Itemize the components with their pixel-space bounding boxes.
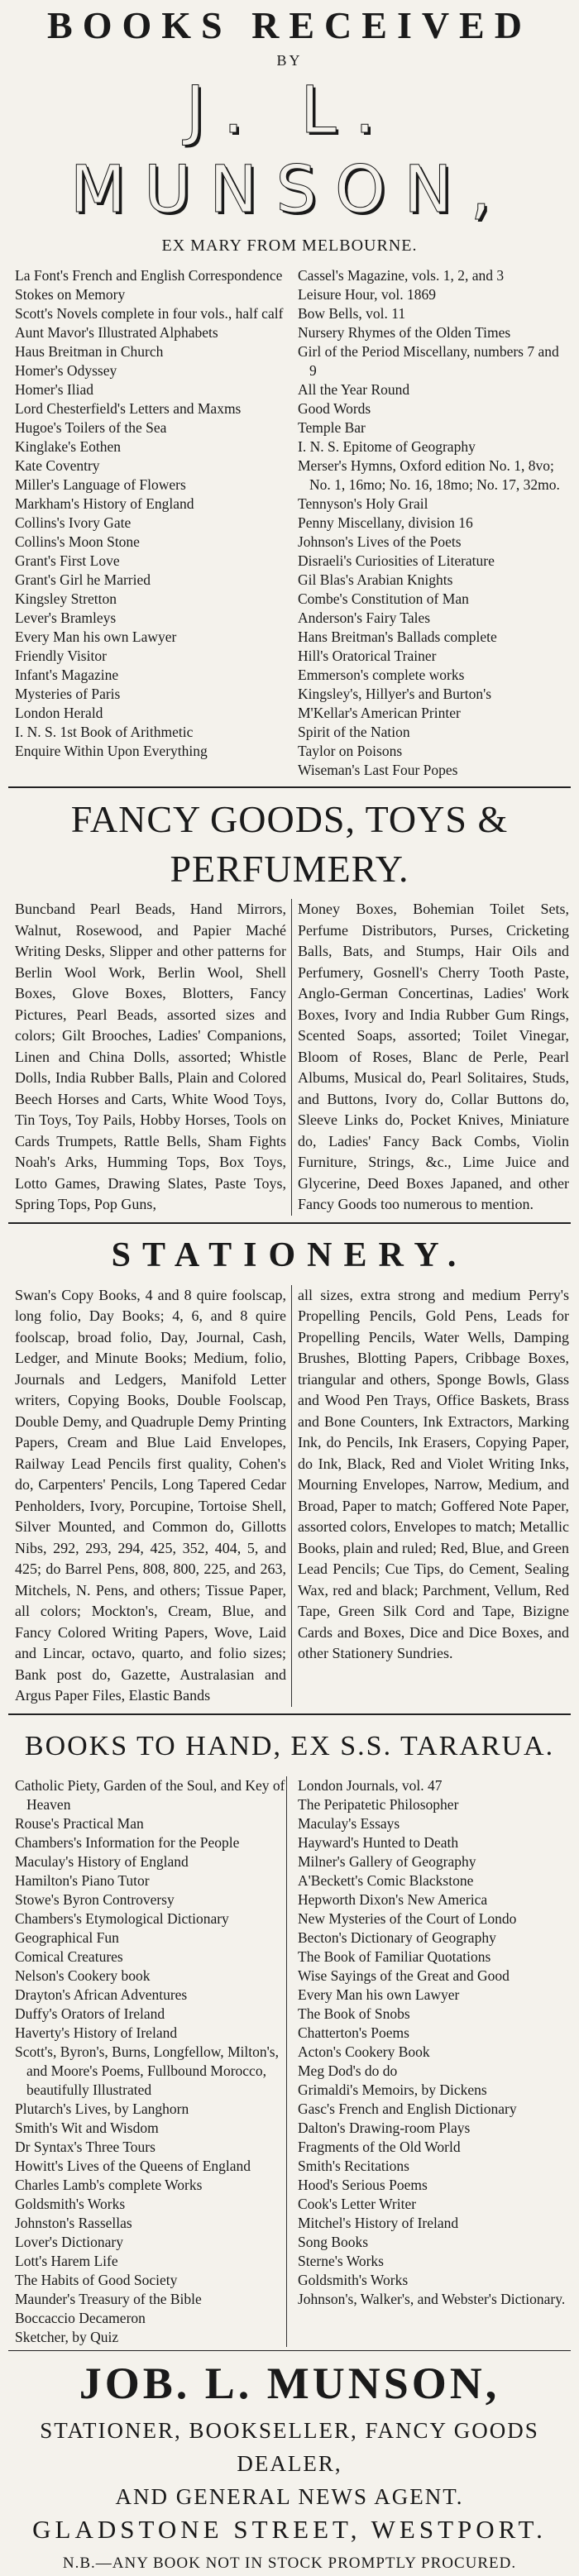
list-item: Hood's Serious Poems — [298, 2176, 428, 2193]
list-item: Sketcher, by Quiz — [15, 2328, 119, 2345]
list-item: Hugoe's Toilers of the Sea — [15, 419, 167, 436]
list-item: Emmerson's complete works — [298, 667, 465, 683]
list-item: London Herald — [15, 705, 103, 721]
list-item: New Mysteries of the Court of Londo — [298, 1909, 517, 1927]
list-item: The Peripatetic Philosopher — [298, 1795, 459, 1813]
footer-agent-line: AND GENERAL NEWS AGENT. — [115, 2483, 464, 2509]
list-item: La Font's French and English Correspondence — [15, 267, 283, 284]
list-item: Hamilton's Piano Tutor — [15, 1871, 150, 1889]
list-item: Enquire Within Upon Everything — [15, 743, 208, 759]
list-item: Comical Creatures — [15, 1948, 123, 1965]
list-item: Dalton's Drawing-room Plays — [298, 2119, 471, 2136]
list-item: Goldsmith's Works — [298, 2271, 409, 2288]
list-item: Aunt Mavor's Illustrated Alphabets — [15, 324, 218, 341]
list-item: Maculay's History of England — [15, 1852, 189, 1870]
list-item: Bow Bells, vol. 11 — [298, 305, 406, 322]
list-item: Charles Lamb's complete Works — [15, 2176, 203, 2193]
list-item: All the Year Round — [298, 381, 410, 398]
list-item: Howitt's Lives of the Queens of England — [15, 2157, 251, 2174]
list-item: The Book of Snobs — [298, 2005, 410, 2022]
list-item: Grimaldi's Memoirs, by Dickens — [298, 2081, 487, 2098]
list-item: Haus Breitman in Church — [15, 343, 164, 360]
footer-trade-line: STATIONER, BOOKSELLER, FANCY GOODS DEALER, — [40, 2417, 539, 2476]
list-item: Hayward's Hunted to Death — [298, 1833, 459, 1851]
list-item: Temple Bar — [298, 419, 366, 436]
list-item: I. N. S. 1st Book of Arithmetic — [15, 724, 194, 740]
list-item: Wise Sayings of the Great and Good — [298, 1967, 510, 1984]
list-item: Combe's Constitution of Man — [298, 590, 469, 607]
list-item: The Habits of Good Society — [15, 2271, 178, 2288]
list-item: Johnson's, Walker's, and Webster's Dictionary. — [298, 2290, 566, 2307]
list-item: Markham's History of England — [15, 495, 194, 512]
merchant-name: J. L. MUNSON, — [69, 74, 510, 227]
divider — [8, 2350, 571, 2351]
list-item: Boccaccio Decameron — [15, 2309, 146, 2326]
list-item: Dr Syntax's Three Tours — [15, 2138, 156, 2155]
tararua-right-list — [298, 1776, 569, 2347]
list-item: Cook's Letter Writer — [298, 2195, 417, 2212]
list-item: Disraeli's Curiosities of Literature — [298, 552, 495, 569]
list-item: Kinglake's Eothen — [15, 438, 122, 455]
list-item: Milner's Gallery of Geography — [298, 1852, 476, 1870]
footer-address: GLADSTONE STREET, WESTPORT. — [32, 2514, 547, 2544]
list-item: Homer's Odyssey — [15, 362, 117, 379]
list-item: Cassel's Magazine, vols. 1, 2, and 3 — [298, 267, 505, 284]
list-item: Rouse's Practical Man — [15, 1814, 144, 1832]
list-item: Maculay's Essays — [298, 1814, 400, 1832]
list-item: Miller's Language of Flowers — [15, 476, 186, 493]
list-item: The Book of Familiar Quotations — [298, 1948, 491, 1965]
list-item: Song Books — [298, 2233, 369, 2250]
list-item: Tennyson's Holy Grail — [298, 495, 428, 512]
list-item: Collins's Ivory Gate — [15, 514, 132, 531]
list-item: Haverty's History of Ireland — [15, 2024, 178, 2041]
footer-note: N.B.—ANY BOOK NOT IN STOCK PROMPTLY PROCURED. — [62, 2554, 517, 2572]
fancy-goods-right-text: Money Boxes, Bohemian Toilet Sets, Perfume Distributors, Purses, Cricketing Balls, Bats, and Stumps, Hair Oils and Perfumery, Gosnell's Cherry Tooth Paste, Anglo-German Concertinas, Ladies' Work Boxes, Ivory and India Rubber Gum Rings, Scented Soaps, assorted; Toilet Vinegar, Bloom of Roses, Blanc de Perle, Pearl Albums, Musical do, Pearl Solitaires, Studs, and Buttons, Ivory do, Collar Buttons do, Sleeve Links do, Pocket Knives, Miniature do, Ladies' Fancy Back Combs, Violin Furniture, Strings, &c., Lime Juice and Glycerine, Deed Boxes Japaned, and other Fancy Goods too numerous to mention. — [298, 901, 569, 1212]
list-item: Friendly Visitor — [15, 648, 107, 664]
list-item: Every Man his own Lawyer — [298, 1986, 460, 2003]
list-item: Mysteries of Paris — [15, 686, 121, 702]
list-item: Spirit of the Nation — [298, 724, 410, 740]
list-item: Lott's Harem Life — [15, 2252, 118, 2269]
list-item: Anderson's Fairy Tales — [298, 609, 431, 626]
list-item: Collins's Moon Stone — [15, 533, 140, 550]
list-item: Hepworth Dixon's New America — [298, 1890, 488, 1908]
received-columns — [0, 266, 579, 780]
list-item: Lever's Bramleys — [15, 609, 117, 626]
list-item: Leisure Hour, vol. 1869 — [298, 286, 436, 303]
list-item: Johnson's Lives of the Poets — [298, 533, 462, 550]
list-item: Penny Miscellany, division 16 — [298, 514, 473, 531]
list-item: Taylor on Poisons — [298, 743, 403, 759]
list-item: Every Man his own Lawyer — [15, 628, 177, 645]
list-item: Sterne's Works — [298, 2252, 384, 2269]
divider — [8, 1222, 571, 1224]
list-item: Goldsmith's Works — [15, 2195, 126, 2212]
list-item: Smith's Recitations — [298, 2157, 409, 2174]
list-item: Hans Breitman's Ballads complete — [298, 628, 497, 645]
list-item: Becton's Dictionary of Geography — [298, 1928, 496, 1946]
divider — [8, 1713, 571, 1715]
footer-merchant-name: JOB. L. MUNSON, — [79, 2358, 500, 2408]
list-item: Kingsley's, Hillyer's and Burton's — [298, 686, 492, 702]
received-subtitle: EX MARY FROM MELBOURNE. — [161, 237, 418, 255]
list-item: Catholic Piety, Garden of the Soul, and Key of Heaven — [15, 1776, 285, 1813]
fancy-goods-columns — [0, 899, 579, 1216]
by-label: BY — [276, 52, 303, 69]
list-item: Grant's First Love — [15, 552, 120, 569]
list-item: Acton's Cookery Book — [298, 2043, 430, 2060]
list-item: Smith's Wit and Wisdom — [15, 2119, 159, 2136]
fancy-goods-title: FANCY GOODS, TOYS & PERFUMERY. — [70, 798, 509, 890]
list-item: Plutarch's Lives, by Langhorn — [15, 2100, 189, 2117]
list-item: Gil Blas's Arabian Knights — [298, 571, 453, 588]
list-item: Kate Coventry — [15, 457, 100, 474]
tararua-title: BOOKS TO HAND, EX S.S. TARARUA. — [24, 1730, 555, 1761]
list-item: Lover's Dictionary — [15, 2233, 123, 2250]
list-item: Wiseman's Last Four Popes — [298, 762, 458, 778]
stationery-right-text: all sizes, extra strong and medium Perry's Propelling Pencils, Gold Pens, Leads for Propelling Pencils, Water Wells, Damping Brushes, Blotting Papers, Cribbage Boxes, triangular and others, Sponge Bowls, Glass and Wood Pen Trays, Office Baskets, Brass and Bone Counters, Ink Extractors, Marking Ink, do Pencils, Ink Erasers, Copying Paper, do Ink, Black, Red and Violet Writing Inks, Mourning Envelopes, Narrow, Medium, and Broad, Paper to match; Goffered Note Paper, assorted colors, Envelopes to match; Metallic Books, plain and ruled; Red, Blue, and Green Lead Pencils; Cue Tips, do Cement, Sealing Wax, red and black; Parchment, Vellum, Red Tape, Green Silk Cord and Tape, Bizigne Cards and Boxes, Dice and Dice Boxes, and other Stationery Sundries. — [298, 1286, 569, 1661]
list-item: Hill's Oratorical Trainer — [298, 648, 437, 664]
list-item: M'Kellar's American Printer — [298, 705, 461, 721]
received-right-list — [298, 266, 569, 780]
list-item: Stokes on Memory — [15, 286, 126, 303]
list-item: Mitchel's History of Ireland — [298, 2214, 459, 2231]
list-item: Good Words — [298, 400, 371, 417]
list-item: Lord Chesterfield's Letters and Maxms — [15, 400, 242, 417]
list-item: Scott's, Byron's, Burns, Longfellow, Milton's, and Moore's Poems, Fullbound Morocco, beautifully Illustrated — [15, 2043, 279, 2098]
list-item: Stowe's Byron Controversy — [15, 1890, 175, 1908]
list-item: Chambers's Etymological Dictionary — [15, 1909, 229, 1927]
list-item: Drayton's African Adventures — [15, 1986, 188, 2003]
list-item: Girl of the Period Miscellany, numbers 7 and 9 — [298, 343, 559, 379]
stationery-left-text: Swan's Copy Books, 4 and 8 quire foolscap, long folio, Day Books; 4, 6, and 8 quire foolscap, broad folio, Day, Journal, Cash, Ledger, and Minute Books; Medium, folio, Journals and Ledgers, Manifold Letter writers, Copying Books, Double Foolscap, Double Demy, and Quadruple Demy Printing Papers, Cream and Blue Laid Envelopes, Railway Lead Pencils first quality, Cohen's do, Carpenters' Pencils, Long Tapered Cedar Penholders, Ivory, Porcupine, Tortoise Shell, Silver Mounted, and Common do, Gillotts Nibs, 292, 293, 294, 425, 352, 404, 5, and 425; do Barrel Pens, 808, 800, 225, and 263, Mitchels, N. Pens, and others; Tissue Paper, all colors; Mockton's, Cream, Blue, and Fancy Colored Writing Papers, Wove, Laid and Lincar, octavo, quarto, and folio sizes; Bank post do, Gazette, Australasian and Argus Paper Files, Elastic Bands — [15, 1285, 292, 1707]
divider — [8, 786, 571, 788]
list-item: Kingsley Stretton — [15, 590, 117, 607]
list-item: Duffy's Orators of Ireland — [15, 2005, 165, 2022]
list-item: Maunder's Treasury of the Bible — [15, 2290, 202, 2307]
page-title: BOOKS RECEIVED — [47, 4, 532, 46]
stationery-columns — [0, 1285, 579, 1707]
list-item: Homer's Iliad — [15, 381, 94, 398]
received-left-list — [15, 266, 286, 780]
list-item: Meg Dod's do do — [298, 2062, 398, 2079]
list-item: London Journals, vol. 47 — [298, 1776, 443, 1794]
stationery-title: STATIONERY. — [111, 1235, 468, 1274]
list-item: Nelson's Cookery book — [15, 1967, 151, 1984]
list-item: I. N. S. Epitome of Geography — [298, 438, 476, 455]
list-item: Merser's Hymns, Oxford edition No. 1, 8vo; No. 1, 16mo; No. 16, 18mo; No. 17, 32mo. — [298, 457, 560, 493]
list-item: Chatterton's Poems — [298, 2024, 409, 2041]
list-item: Chambers's Information for the People — [15, 1833, 240, 1851]
fancy-goods-left-text: Buncband Pearl Beads, Hand Mirrors, Walnut, Rosewood, and Papier Maché Writing Desks, Slipper and other patterns for Berlin Wool Work, Berlin Wool, Shell Boxes, Glove Boxes, Blotters, Fancy Pictures, Pearl Beads, assorted sizes and colors; Gilt Brooches, Ladies' Companions, Linen and China Dolls, assorted; Whistle Dolls, India Rubber Balls, Plain and Colored Beech Horses and Carts, White Wood Toys, Tin Toys, Toy Pails, Hobby Horses, Tools on Cards Trumpets, Rattle Bells, Sham Fights Noah's Arks, Humming Tops, Box Toys, Lotto Games, Drawing Slates, Paste Toys, Spring Tops, Pop Guns, — [15, 899, 292, 1216]
list-item: Johnston's Rassellas — [15, 2214, 132, 2231]
list-item: Geographical Fun — [15, 1928, 119, 1946]
list-item: Fragments of the Old World — [298, 2138, 461, 2155]
list-item: Scott's Novels complete in four vols., half calf — [15, 305, 284, 322]
list-item: Infant's Magazine — [15, 667, 119, 683]
list-item: A'Beckett's Comic Blackstone — [298, 1871, 474, 1889]
list-item: Nursery Rhymes of the Olden Times — [298, 324, 511, 341]
list-item: Grant's Girl he Married — [15, 571, 151, 588]
tararua-left-list — [15, 1776, 287, 2347]
tararua-columns — [0, 1776, 579, 2347]
list-item: Gasc's French and English Dictionary — [298, 2100, 517, 2117]
